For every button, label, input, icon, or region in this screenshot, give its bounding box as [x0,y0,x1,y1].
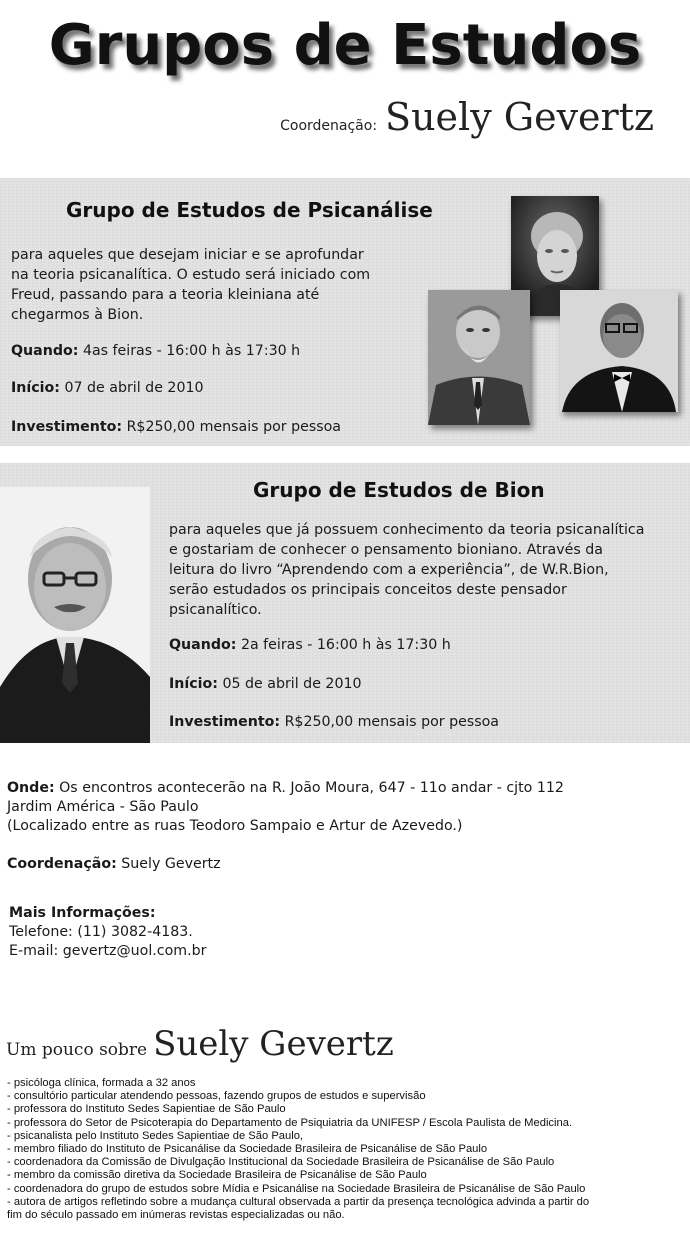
contact-phone: Telefone: (11) 3082-4183. [9,924,193,940]
description-line: para aqueles que já possuem conhecimento da teoria psicanalítica [169,522,645,538]
group-bion-when [169,637,451,653]
location-line2: Jardim América - São Paulo [7,799,199,815]
price-value: R$250,00 mensais por pessoa [284,714,500,730]
group-bion-title: Grupo de Estudos de Bion [253,478,545,502]
group-psicanalise-description [11,245,370,325]
when-label: Quando: [11,343,79,359]
portrait-photo-freud [428,290,530,425]
group-psicanalise-title: Grupo de Estudos de Psicanálise [66,198,433,222]
list-item: - membro filiado do Instituto de Psicanálise da Sociedade Brasileira de Psicanálise de São Paulo [7,1143,488,1156]
list-item: - professora do Setor de Psicoterapia do Departamento de Psiquiatria da UNIFESP / Escola Paulista de Medicina. [7,1116,573,1129]
list-item: - psicanalista pelo Instituto Sedes Sapientiae de São Paulo, [7,1129,304,1142]
list-item: - consultório particular atendendo pessoas, fazendo grupos de estudos e supervisão [7,1090,426,1103]
group-bion-start [169,676,362,692]
start-label: Início: [11,380,60,396]
when-label: Quando: [169,637,237,653]
description-line: serão estudados os principais conceitos deste pensador [169,582,567,598]
contact-title: Mais Informações: [9,905,156,921]
about-prefix: Um pouco sobre [6,1040,148,1060]
description-line: leitura do livro “Aprendendo com a experiência”, de W.R.Bion, [169,562,609,578]
description-line: para aqueles que desejam iniciar e se aprofundar [11,247,364,263]
price-value: R$250,00 mensais por pessoa [126,419,342,435]
coordination-label: Coordenação: [7,856,117,872]
description-line: e gostariam de conhecer o pensamento bioniano. Através da [169,542,603,558]
description-line: na teoria psicanalítica. O estudo será iniciado com [11,267,371,283]
contact-block [9,904,206,961]
coordination-header-name: Suely Gevertz [385,95,654,139]
coordination-value: Suely Gevertz [121,856,221,872]
list-item: - coordenadora da Comissão de Divulgação Institucional da Sociedade Brasileira de Psicanálise de São Paulo [7,1156,555,1169]
list-item: - autora de artigos refletindo sobre a mudança cultural observada a partir da presença tecnológica advinda a partir do [7,1195,590,1208]
portrait-photo-bion-large [0,487,150,743]
start-value: 07 de abril de 2010 [64,380,204,396]
portrait-photo-bion-small [560,290,678,412]
location-block [7,779,564,836]
when-value: 4as feiras - 16:00 h às 17:30 h [82,343,301,359]
group-bion-panel [0,463,690,743]
description-line: Freud, passando para a teoria kleiniana até [11,287,320,303]
coordination-header [280,95,654,139]
start-label: Início: [169,676,218,692]
coordination-header-label: Coordenação: [280,118,378,134]
start-value: 05 de abril de 2010 [222,676,362,692]
location-label: Onde: [7,780,55,796]
about-title [6,1024,394,1064]
about-name: Suely Gevertz [153,1024,394,1064]
price-label: Investimento: [169,714,281,730]
price-label: Investimento: [11,419,123,435]
description-line: chegarmos à Bion. [11,307,144,323]
description-line: psicanalítico. [169,602,262,618]
list-item: - membro da comissão diretiva da Sociedade Brasileira de Psicanálise de São Paulo [7,1169,427,1182]
contact-email: E-mail: gevertz@uol.com.br [9,943,207,959]
when-value: 2a feiras - 16:00 h às 17:30 h [240,637,451,653]
list-item: - psicóloga clínica, formada a 32 anos [7,1077,196,1089]
list-item: fim do século passado em inúmeras revistas especializadas ou não. [7,1209,345,1222]
location-line3: (Localizado entre as ruas Teodoro Sampaio e Artur de Azevedo.) [7,818,463,834]
group-bion-description [169,520,644,620]
group-psicanalise-start [11,380,204,396]
coordination-block [7,855,221,874]
page-title: Grupos de Estudos [48,13,642,78]
group-psicanalise-price [11,419,341,435]
list-item: - coordenadora do grupo de estudos sobre Mídia e Psicanálise na Sociedade Brasileira de Psicanálise de São Paulo [7,1182,586,1195]
group-bion-price [169,714,499,730]
group-psicanalise-when [11,343,300,359]
list-item: - professora do Instituto Sedes Sapientiae de São Paulo [7,1103,286,1116]
group-psicanalise-panel [0,178,690,446]
about-list [7,1077,687,1222]
location-line1: Os encontros acontecerão na R. João Moura, 647 - 11o andar - cjto 112 [59,780,564,796]
